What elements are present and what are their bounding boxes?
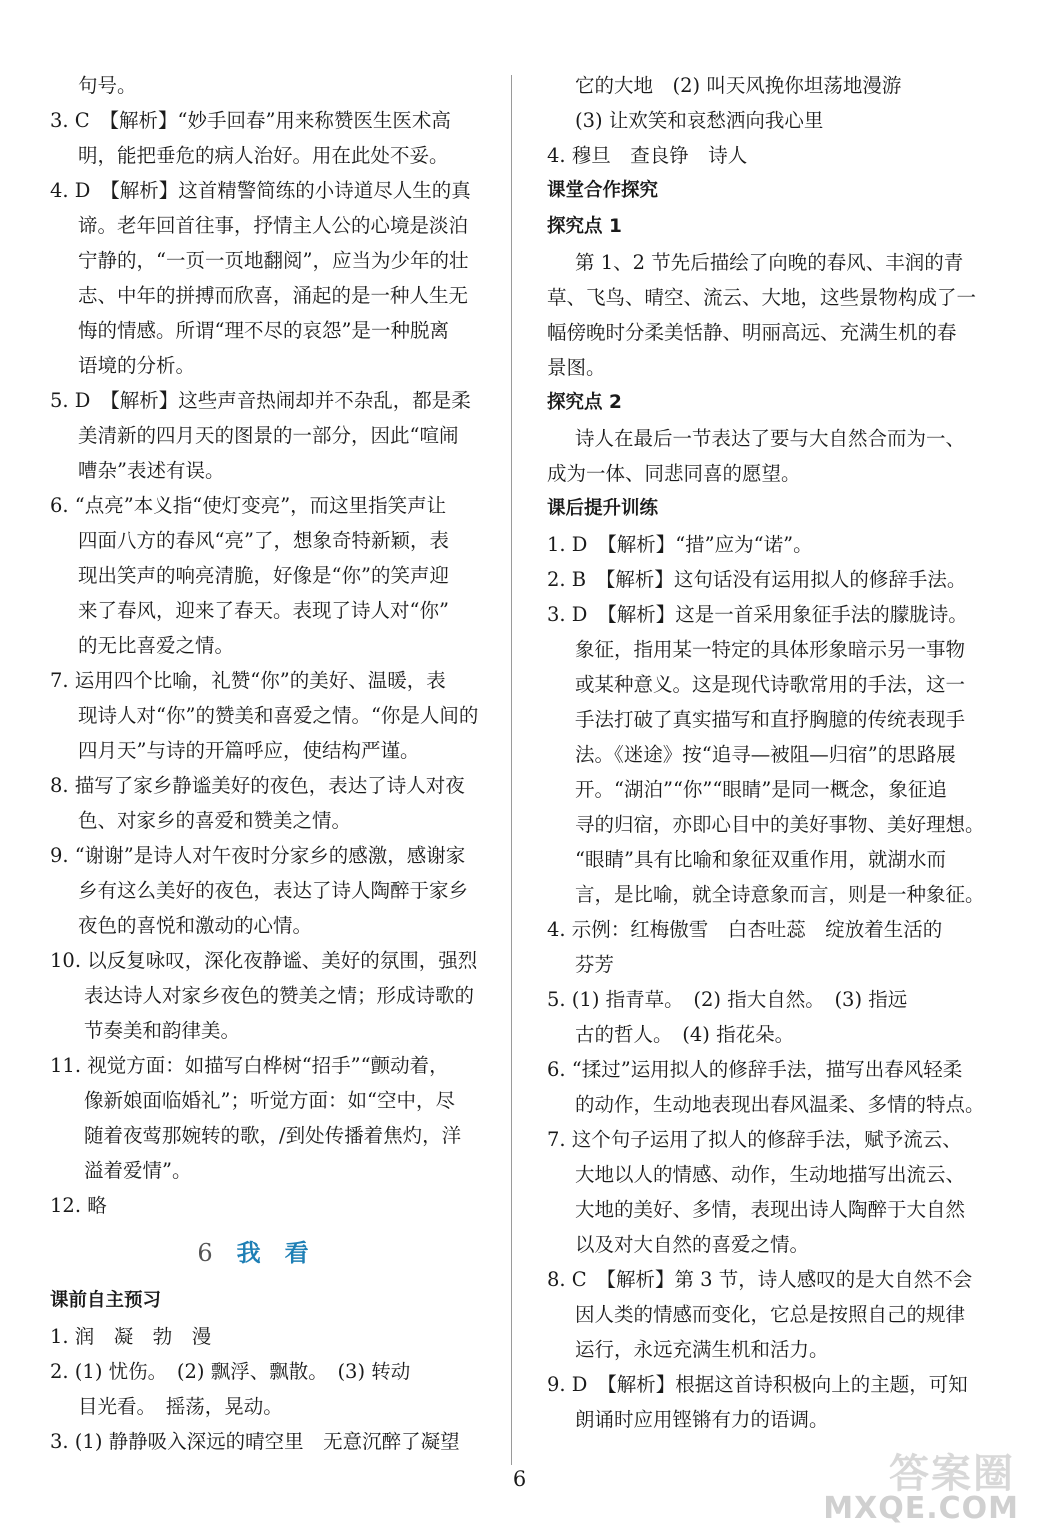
answer-line: 4. 穆旦 查良铮 诗人 bbox=[547, 144, 748, 167]
watermark-logo: 答案圈 bbox=[889, 1451, 1015, 1497]
answer-line: (3) 让欢笑和哀愁洒向我心里 bbox=[575, 109, 824, 132]
answer-line: 大地的美好、多情，表现出诗人陶醉于大自然 bbox=[575, 1198, 966, 1221]
answer-line: 幅傍晚时分柔美恬静、明丽高远、充满生机的春 bbox=[547, 321, 957, 344]
answer-line: 美清新的四月天的图景的一部分，因此“喧闹 bbox=[78, 424, 459, 447]
answer-line: 8. C 【解析】第 3 节，诗人感叹的是大自然不会 bbox=[547, 1268, 973, 1291]
answer-line: 朗诵时应用铿锵有力的语调。 bbox=[575, 1408, 829, 1431]
answer-line: 景图。 bbox=[547, 356, 606, 379]
page-number: 6 bbox=[512, 1467, 527, 1491]
answer-line: 目光看。 摇荡，晃动。 bbox=[78, 1395, 283, 1418]
answer-line: 乡有这么美好的夜色，表达了诗人陶醉于家乡 bbox=[78, 879, 469, 902]
answer-line: 6. “点亮”本义指“使灯变亮”，而这里指笑声让 bbox=[50, 494, 447, 517]
section-heading: 课堂合作探究 bbox=[547, 180, 659, 201]
answer-line: 语境的分析。 bbox=[78, 354, 196, 377]
answer-line: 2. B 【解析】这句话没有运用拟人的修辞手法。 bbox=[547, 568, 967, 591]
lesson-number: 6 bbox=[197, 1239, 213, 1267]
answer-line: 的动作，生动地表现出春风温柔、多情的特点。 bbox=[575, 1093, 985, 1116]
section-heading: 课后提升训练 bbox=[547, 498, 659, 519]
lesson-title bbox=[50, 1223, 480, 1283]
answer-line: 夜色的喜悦和激动的心情。 bbox=[78, 914, 313, 937]
answer-line: 7. 运用四个比喻，礼赞“你”的美好、温暖，表 bbox=[50, 669, 446, 692]
watermark-url: MXQE.COM bbox=[823, 1491, 1019, 1526]
section-heading: 探究点 1 bbox=[547, 216, 622, 237]
answer-line: 溢着爱情”。 bbox=[84, 1159, 192, 1182]
answer-line: 四月天”与诗的开篇呼应，使结构严谨。 bbox=[78, 739, 420, 762]
answer-line: 以及对大自然的喜爱之情。 bbox=[575, 1233, 810, 1256]
answer-line: 1. 润 凝 勃 漫 bbox=[50, 1325, 212, 1348]
answer-line: 明，能把垂危的病人治好。用在此处不妥。 bbox=[78, 144, 449, 167]
answer-line: 四面八方的春风“亮”了，想象奇特新颖，表 bbox=[78, 529, 449, 552]
answer-line: 象征，指用某一特定的具体形象暗示另一事物 bbox=[575, 638, 966, 661]
watermark bbox=[823, 1442, 1023, 1526]
section-heading: 探究点 2 bbox=[547, 392, 622, 413]
answer-line: “眼睛”具有比喻和象征双重作用，就湖水而 bbox=[575, 848, 946, 871]
answer-line: 5. D 【解析】这些声音热闹却并不杂乱，都是柔 bbox=[50, 389, 471, 412]
answer-line: 的无比喜爱之情。 bbox=[78, 634, 235, 657]
answer-line: 10. 以反复咏叹，深化夜静谧、美好的氛围，强烈 bbox=[50, 949, 478, 972]
answer-line: 随着夜莺那婉转的歌，/到处传播着焦灼，洋 bbox=[84, 1124, 462, 1147]
answer-line: 谛。老年回首往事，抒情主人公的心境是淡泊 bbox=[78, 214, 469, 237]
answer-line: 5. (1) 指青草。 (2) 指大自然。 (3) 指远 bbox=[547, 988, 908, 1011]
answer-line: 运行，永远充满生机和活力。 bbox=[575, 1338, 829, 1361]
answer-line: 诗人在最后一节表达了要与大自然合而为一、 bbox=[575, 427, 966, 450]
answer-line: 3. D 【解析】这是一首采用象征手法的朦胧诗。 bbox=[547, 603, 968, 626]
answer-line: 草、飞鸟、晴空、流云、大地，这些景物构成了一 bbox=[547, 286, 977, 309]
answer-line: 2. (1) 忧伤。 (2) 飘浮、飘散。 (3) 转动 bbox=[50, 1360, 411, 1383]
answer-line: 11. 视觉方面：如描写白桦树“招手”“颤动着， bbox=[50, 1054, 449, 1077]
answer-line: 色、对家乡的喜爱和赞美之情。 bbox=[78, 809, 352, 832]
answer-line: 7. 这个句子运用了拟人的修辞手法，赋予流云、 bbox=[547, 1128, 962, 1151]
answer-line: 嘈杂”表述有误。 bbox=[78, 459, 225, 482]
answer-line: 开。“湖泊”“你”“眼睛”是同一概念，象征追 bbox=[575, 778, 947, 801]
answer-line: 9. D 【解析】根据这首诗积极向上的主题，可知 bbox=[547, 1373, 968, 1396]
answer-line: 来了春风，迎来了春天。表现了诗人对“你” bbox=[78, 599, 449, 622]
answer-line: 3. (1) 静静吸入深远的晴空里 无意沉醉了凝望 bbox=[50, 1430, 460, 1453]
lesson-name: 我看 bbox=[236, 1239, 333, 1267]
answer-line: 法。《迷途》按“追寻—被阻—归宿”的思路展 bbox=[575, 743, 956, 766]
answer-line: 表达诗人对家乡夜色的赞美之情；形成诗歌的 bbox=[84, 984, 475, 1007]
answer-line: 志、中年的拼搏而欣喜，涌起的是一种人生无 bbox=[78, 284, 469, 307]
answer-line: 手法打破了真实描写和直抒胸臆的传统表现手 bbox=[575, 708, 966, 731]
answer-line: 它的大地 (2) 叫天风挽你坦荡地漫游 bbox=[575, 74, 902, 97]
section-heading: 课前自主预习 bbox=[50, 1290, 162, 1311]
answer-line: 悔的情感。所谓“理不尽的哀怨”是一种脱离 bbox=[78, 319, 449, 342]
left-column bbox=[50, 68, 480, 1459]
answer-line: 8. 描写了家乡静谧美好的夜色，表达了诗人对夜 bbox=[50, 774, 465, 797]
answer-line: 句号。 bbox=[78, 74, 137, 97]
answer-line: 4. 示例：红梅傲雪 白杏吐蕊 绽放着生活的 bbox=[547, 918, 943, 941]
answer-line: 现出笑声的响亮清脆，好像是“你”的笑声迎 bbox=[78, 564, 449, 587]
column-divider bbox=[511, 75, 512, 1465]
right-column bbox=[547, 68, 985, 1437]
answer-line: 芬芳 bbox=[575, 953, 615, 976]
answer-line: 现诗人对“你”的赞美和喜爱之情。“你是人间的 bbox=[78, 704, 479, 727]
answer-line: 第 1、2 节先后描绘了向晚的春风、丰润的青 bbox=[575, 251, 964, 274]
answer-line: 成为一体、同悲同喜的愿望。 bbox=[547, 462, 801, 485]
answer-line: 或某种意义。这是现代诗歌常用的手法，这一 bbox=[575, 673, 966, 696]
answer-line: 古的哲人。 (4) 指花朵。 bbox=[575, 1023, 795, 1046]
answer-line: 3. C 【解析】“妙手回春”用来称赞医生医术高 bbox=[50, 109, 451, 132]
answer-line: 6. “揉过”运用拟人的修辞手法，描写出春风轻柔 bbox=[547, 1058, 963, 1081]
answer-line: 大地以人的情感、动作，生动地描写出流云、 bbox=[575, 1163, 966, 1186]
answer-line: 4. D 【解析】这首精警简练的小诗道尽人生的真 bbox=[50, 179, 471, 202]
answer-line: 像新娘面临婚礼”；听觉方面：如“空中，尽 bbox=[84, 1089, 455, 1112]
answer-line: 因人类的情感而变化，它总是按照自己的规律 bbox=[575, 1303, 966, 1326]
answer-line: 节奏美和韵律美。 bbox=[84, 1019, 241, 1042]
answer-line: 宁静的，“一页一页地翻阅”，应当为少年的壮 bbox=[78, 249, 469, 272]
answer-line: 言，是比喻，就全诗意象而言，则是一种象征。 bbox=[575, 883, 985, 906]
answer-line: 寻的归宿，亦即心目中的美好事物、美好理想。 bbox=[575, 813, 985, 836]
answer-line: 12. 略 bbox=[50, 1194, 107, 1217]
answer-line: 1. D 【解析】“措”应为“诺”。 bbox=[547, 533, 813, 556]
answer-line: 9. “谢谢”是诗人对午夜时分家乡的感激，感谢家 bbox=[50, 844, 466, 867]
